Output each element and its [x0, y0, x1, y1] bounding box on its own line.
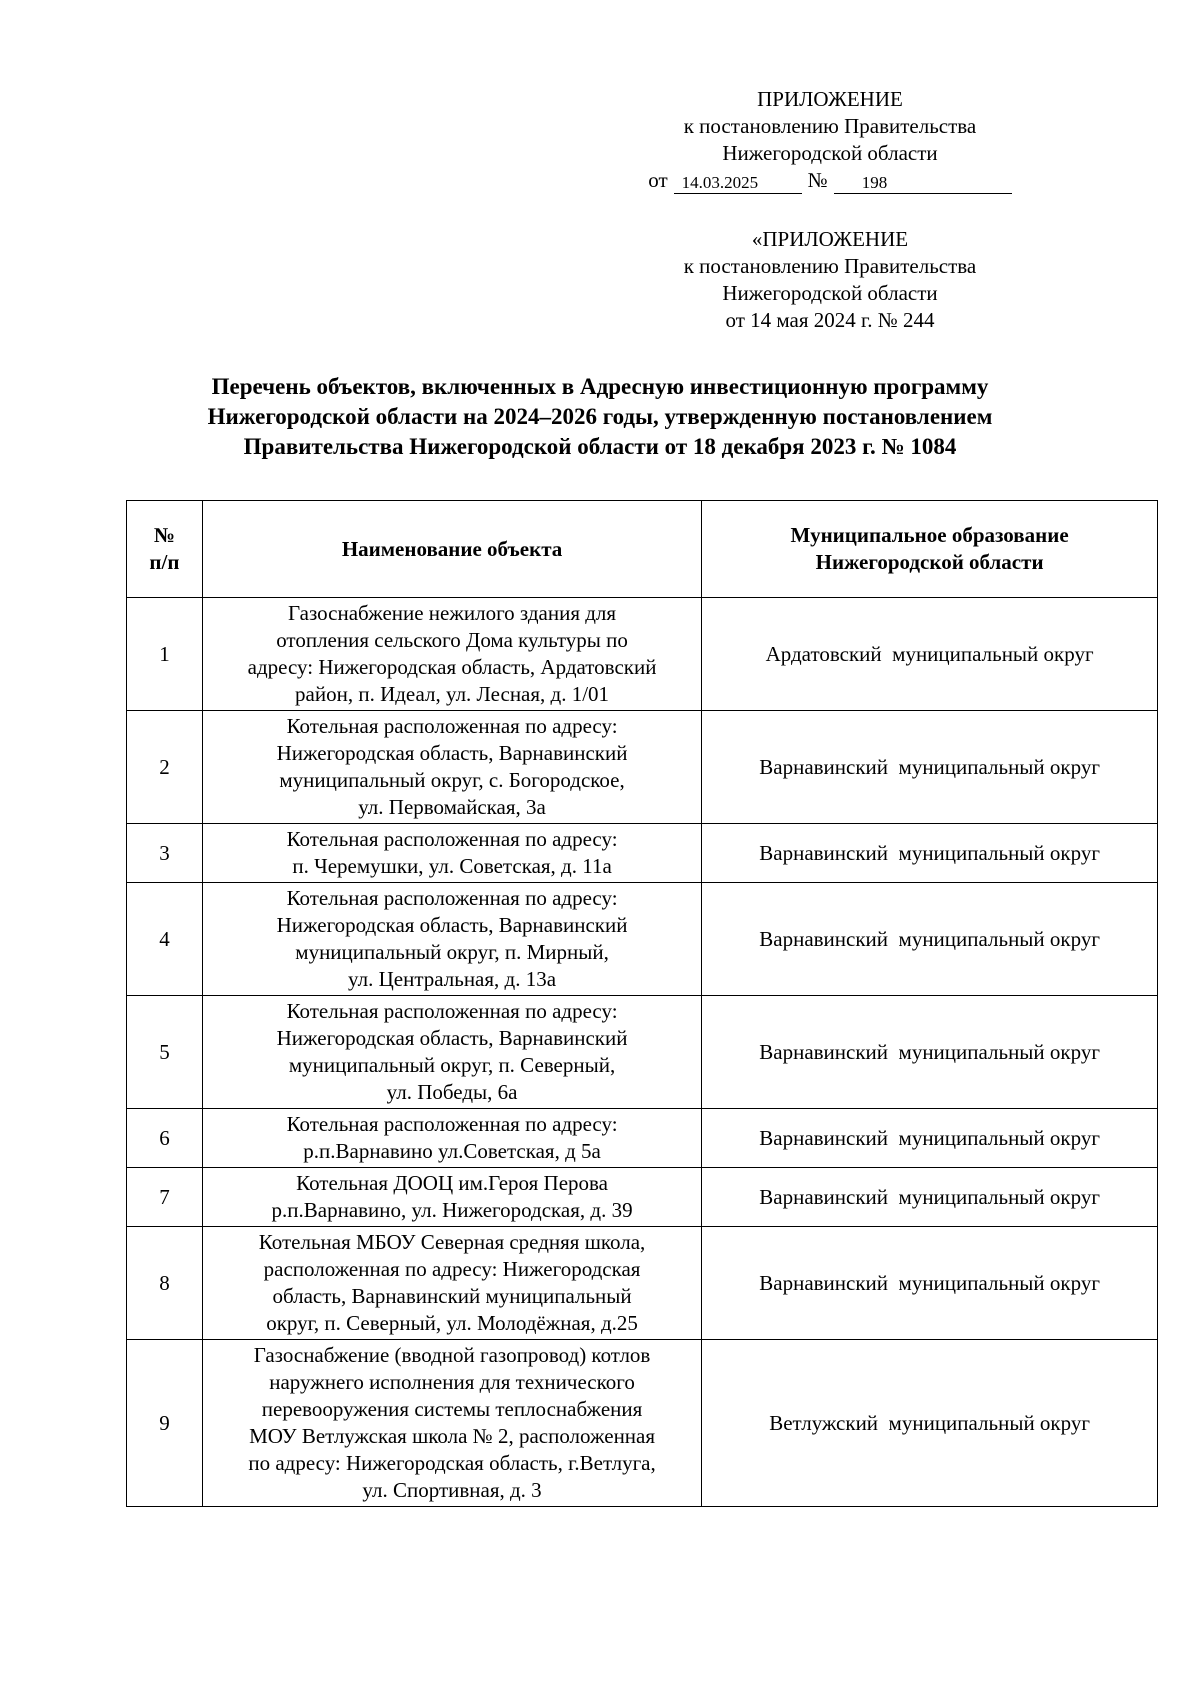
approval-date: 14.03.2025 — [674, 173, 802, 194]
object-name-line: Котельная расположенная по адресу: — [286, 1112, 618, 1136]
row-number: 6 — [127, 1109, 203, 1168]
approval-date-line: от 14 мая 2024 г. № 244 — [725, 308, 935, 332]
object-name-line: район, п. Идеал, ул. Лесная, д. 1/01 — [295, 682, 610, 706]
from-label: от — [648, 168, 668, 192]
object-name-line: МОУ Ветлужская школа № 2, расположенная — [249, 1424, 656, 1448]
objects-table — [126, 500, 1158, 1507]
approval-heading: «ПРИЛОЖЕНИЕ — [751, 227, 909, 251]
object-name-line: р.п.Варнавино ул.Советская, д 5а — [303, 1139, 601, 1163]
table-row — [127, 1109, 1158, 1168]
row-number: 4 — [127, 883, 203, 996]
table-header-row — [127, 501, 1158, 598]
municipality: Варнавинский муниципальный округ — [702, 1168, 1158, 1227]
header-number — [127, 501, 203, 598]
object-name — [202, 598, 701, 711]
object-name-line: Нижегородская область, Варнавинский — [276, 913, 628, 937]
object-name — [202, 1168, 701, 1227]
table-body — [127, 598, 1158, 1507]
object-name-line: ул. Центральная, д. 13а — [348, 967, 557, 991]
header-municipality-line: Нижегородской области — [815, 550, 1044, 574]
object-name-line: наружнего исполнения для технического — [269, 1370, 635, 1394]
table-row — [127, 1227, 1158, 1340]
title-line: Правительства Нижегородской области от 18 декабря 2023 г. № 1084 — [243, 434, 957, 459]
object-name — [202, 996, 701, 1109]
number-label: № — [807, 168, 828, 192]
object-name-line: расположенная по адресу: Нижегородская — [263, 1257, 641, 1281]
object-name-line: Газоснабжение (вводной газопровод) котлов — [253, 1343, 651, 1367]
row-number: 2 — [127, 711, 203, 824]
object-name — [202, 883, 701, 996]
approval-date-line — [620, 167, 1040, 194]
header-number-line: № — [153, 523, 175, 547]
municipality: Варнавинский муниципальный округ — [702, 711, 1158, 824]
municipality: Варнавинский муниципальный округ — [702, 996, 1158, 1109]
row-number: 7 — [127, 1168, 203, 1227]
row-number: 5 — [127, 996, 203, 1109]
object-name-line: Нижегородская область, Варнавинский — [276, 1026, 628, 1050]
object-name — [202, 1109, 701, 1168]
object-name — [202, 1340, 701, 1507]
object-name-line: Котельная расположенная по адресу: — [286, 827, 618, 851]
table-row — [127, 598, 1158, 711]
object-name-line: адресу: Нижегородская область, Ардатовский — [247, 655, 657, 679]
row-number: 1 — [127, 598, 203, 711]
object-name-line: область, Варнавинский муниципальный — [272, 1284, 632, 1308]
approval-line: к постановлению Правительства — [683, 114, 977, 138]
municipality: Ветлужский муниципальный округ — [702, 1340, 1158, 1507]
municipality: Варнавинский муниципальный округ — [702, 883, 1158, 996]
row-number: 9 — [127, 1340, 203, 1507]
object-name-line: муниципальный округ, п. Мирный, — [295, 940, 609, 964]
object-name-line: перевооружения системы теплоснабжения — [261, 1397, 643, 1421]
row-number: 8 — [127, 1227, 203, 1340]
table-row — [127, 996, 1158, 1109]
object-name-line: ул. Спортивная, д. 3 — [362, 1478, 542, 1502]
approval-heading: ПРИЛОЖЕНИЕ — [757, 87, 903, 111]
object-name-line: р.п.Варнавино, ул. Нижегородская, д. 39 — [271, 1198, 633, 1222]
object-name-line: п. Черемушки, ул. Советская, д. 11а — [292, 854, 612, 878]
title-line: Перечень объектов, включенных в Адресную инвестиционную программу — [211, 374, 989, 399]
header-municipality-line: Муниципальное образование — [790, 523, 1069, 547]
object-name — [202, 824, 701, 883]
header-municipality — [702, 501, 1158, 598]
object-name-line: по адресу: Нижегородская область, г.Ветлуга, — [248, 1451, 656, 1475]
table-row — [127, 1168, 1158, 1227]
object-name-line: округ, п. Северный, ул. Молодёжная, д.25 — [266, 1311, 638, 1335]
object-name-line: муниципальный округ, п. Северный, — [288, 1053, 616, 1077]
header-object-name: Наименование объекта — [202, 501, 701, 598]
table-row — [127, 824, 1158, 883]
municipality: Варнавинский муниципальный округ — [702, 1227, 1158, 1340]
table-row — [127, 1340, 1158, 1507]
table-row — [127, 883, 1158, 996]
object-name — [202, 1227, 701, 1340]
approval-stamp-original — [620, 226, 1040, 334]
object-name-line: ул. Первомайская, 3а — [358, 795, 546, 819]
object-name-line: отопления сельского Дома культуры по — [276, 628, 628, 652]
approval-line: Нижегородской области — [722, 281, 938, 305]
object-name-line: Котельная МБОУ Северная средняя школа, — [258, 1230, 646, 1254]
object-name-line: Газоснабжение нежилого здания для — [288, 601, 617, 625]
approval-stamp-current — [620, 86, 1040, 194]
document-title — [100, 372, 1100, 462]
row-number: 3 — [127, 824, 203, 883]
approval-line: Нижегородской области — [722, 141, 938, 165]
municipality: Варнавинский муниципальный округ — [702, 1109, 1158, 1168]
header-number-line: п/п — [149, 550, 180, 574]
municipality: Ардатовский муниципальный округ — [702, 598, 1158, 711]
object-name-line: муниципальный округ, с. Богородское, — [279, 768, 625, 792]
approval-number: 198 — [834, 173, 1012, 194]
object-name-line: Котельная расположенная по адресу: — [286, 886, 618, 910]
approval-line: к постановлению Правительства — [683, 254, 977, 278]
object-name-line: ул. Победы, 6а — [386, 1080, 518, 1104]
object-name-line: Котельная ДООЦ им.Героя Перова — [296, 1171, 608, 1195]
municipality: Варнавинский муниципальный округ — [702, 824, 1158, 883]
object-name-line: Котельная расположенная по адресу: — [286, 714, 618, 738]
object-name — [202, 711, 701, 824]
table-row — [127, 711, 1158, 824]
object-name-line: Котельная расположенная по адресу: — [286, 999, 618, 1023]
object-name-line: Нижегородская область, Варнавинский — [276, 741, 628, 765]
title-line: Нижегородской области на 2024–2026 годы, утвержденную постановлением — [207, 404, 993, 429]
